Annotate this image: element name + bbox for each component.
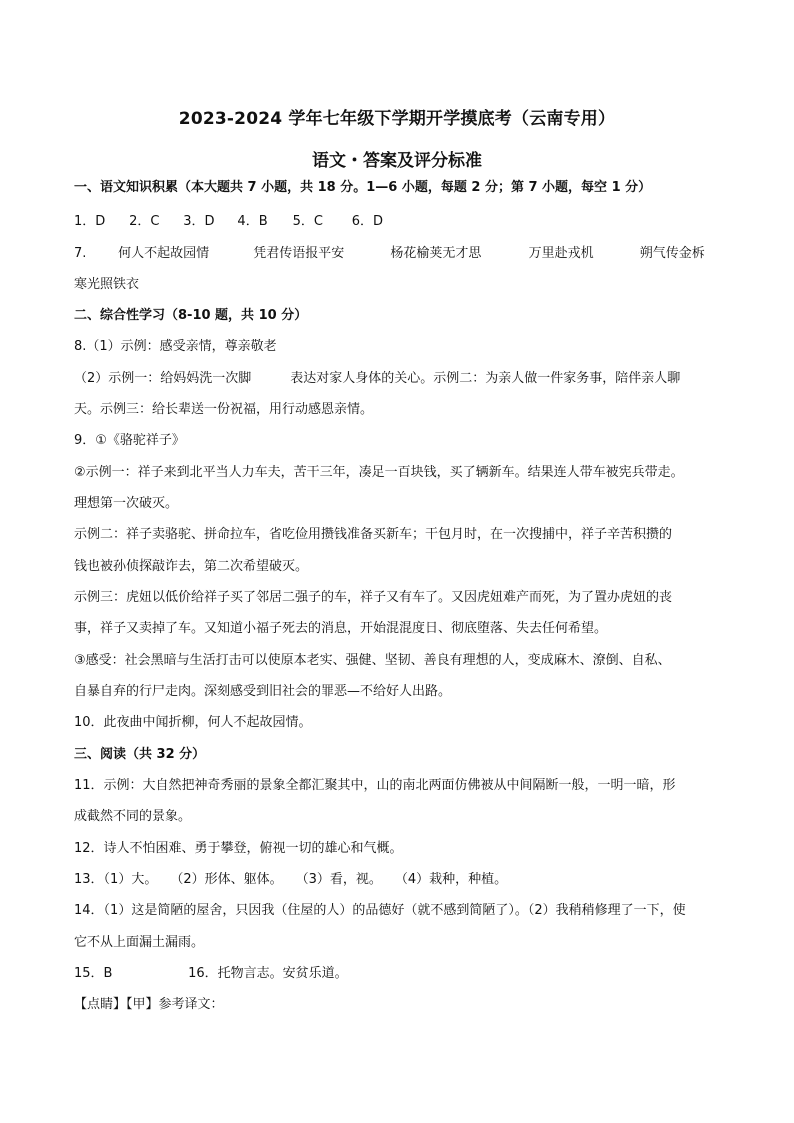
- q16-answer: 16．托物言志。安贫乐道。: [188, 966, 348, 981]
- q7-item: 凭君传语报平安: [253, 246, 345, 261]
- section3-heading: 三、阅读（共 32 分）: [74, 747, 206, 762]
- q9-part2-line3: 示例二：祥子卖骆驼、拼命拉车，省吃俭用攒钱准备买新车；干包月时，在一次搜捕中，祥子辛苦积攒的: [74, 527, 673, 542]
- answer-3: 3．D: [183, 214, 215, 229]
- q7-item: 杨花榆荚无才思: [390, 246, 482, 261]
- q15-q16-row: [74, 965, 348, 983]
- answer-1: 1．D: [74, 214, 106, 229]
- q9-part3-line2: 自暴自弃的行尸走肉。深刻感受到旧社会的罪恶—不给好人出路。: [74, 684, 452, 699]
- q14-line1: 14．（1）这是简陋的屋舍，只因我（住屋的人）的品德好（就不感到简陋了）。（2）我稍稍修理了一下，使: [74, 903, 686, 918]
- q9-part2-line6: 事，祥子又卖掉了车。又知道小福子死去的消息，开始混混度日、彻底堕落、失去任何希望。: [74, 621, 608, 636]
- q9-part3-line1: ③感受：社会黑暗与生活打击可以使原本老实、强健、坚韧、善良有理想的人，变成麻木、潦倒、自私、: [74, 653, 671, 668]
- q14-line2: 它不从上面漏土漏雨。: [74, 935, 205, 950]
- q11-line1: 11．示例：大自然把神奇秀丽的景象全都汇聚其中，山的南北两面仿佛被从中间隔断一般，一明一暗，形: [74, 778, 676, 793]
- q8-part2-line1: （2）示例一：给妈妈洗一次脚 表达对家人身体的关心。示例二：为亲人做一件家务事，陪伴亲人聊: [74, 371, 681, 386]
- q9-part2-line1: ②示例一：祥子来到北平当人力车夫，苦干三年，凑足一百块钱，买了辆新车。结果连人带车被宪兵带走。: [74, 465, 684, 480]
- q15-answer: 15．B: [74, 966, 113, 981]
- document-subtitle: 语文・答案及评分标准: [312, 151, 482, 171]
- q7-item: 万里赴戎机: [528, 246, 594, 261]
- answer-2: 2．C: [129, 214, 160, 229]
- q10-answer: 10．此夜曲中闻折柳，何人不起故园情。: [74, 715, 312, 730]
- q13-answer: 13．（1）大。 （2）形体、躯体。 （3）看，视。 （4）栽种，种植。: [74, 872, 508, 887]
- mc-answers-row: [74, 213, 383, 231]
- annotation-note: 【点睛】【甲】参考译文：: [74, 997, 224, 1012]
- q7-row: [74, 245, 705, 263]
- answer-5: 5．C: [292, 214, 323, 229]
- q7-item: 何人不起故园情: [118, 246, 210, 261]
- q9-part2-line4: 钱也被孙侦探敲诈去，第二次希望破灭。: [74, 559, 309, 574]
- q8-part1: 8.（1）示例：感受亲情，尊亲敬老: [74, 339, 277, 354]
- q9-part1: 9．①《骆驼祥子》: [74, 433, 185, 448]
- document-title: 2023-2024 学年七年级下学期开学摸底考（云南专用）: [178, 109, 616, 129]
- q12-answer: 12．诗人不怕困难、勇于攀登，俯视一切的雄心和气概。: [74, 841, 403, 856]
- q8-part2-line2: 天。示例三：给长辈送一份祝福，用行动感恩亲情。: [74, 402, 374, 417]
- answer-4: 4．B: [237, 214, 268, 229]
- section1-heading: 一、语文知识积累（本大题共 7 小题，共 18 分。1—6 小题，每题 2 分；第 7 小题，每空 1 分）: [74, 180, 652, 195]
- answer-6: 6．D: [351, 214, 383, 229]
- q11-line2: 成截然不同的景象。: [74, 809, 192, 824]
- q7-continuation: 寒光照铁衣: [74, 277, 140, 292]
- q7-label: 7.: [74, 246, 87, 261]
- q7-item: 朔气传金柝: [639, 246, 705, 261]
- q9-part2-line5: 示例三：虎妞以低价给祥子买了邻居二强子的车，祥子又有车了。又因虎妞难产而死，为了置办虎妞的丧: [74, 590, 673, 605]
- section2-heading: 二、综合性学习（8-10 题，共 10 分）: [74, 308, 308, 323]
- q9-part2-line2: 理想第一次破灭。: [74, 496, 179, 511]
